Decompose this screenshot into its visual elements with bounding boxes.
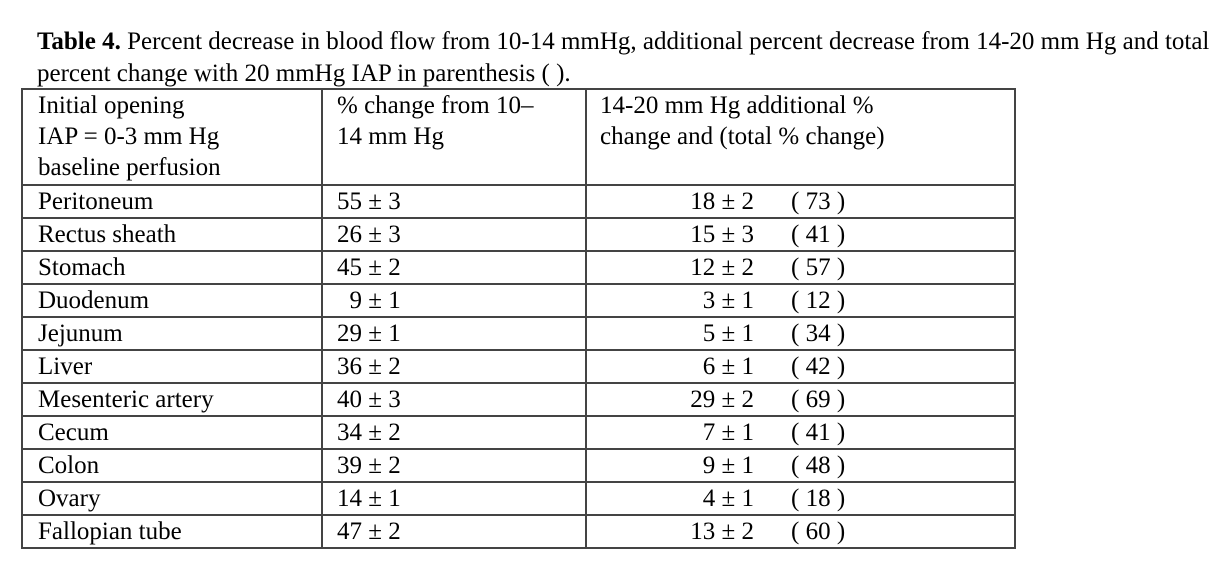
header-change-14-20 bbox=[586, 89, 1015, 185]
header-line: Initial opening bbox=[38, 92, 185, 119]
header-line: change and (total % change) bbox=[600, 123, 885, 150]
cell-change-10-14: 36 ± 2 bbox=[322, 350, 586, 383]
table-caption bbox=[37, 26, 1217, 90]
cell-total-change: ( 57 ) bbox=[791, 254, 846, 281]
cell-change-10-14: 40 ± 3 bbox=[322, 383, 586, 416]
cell-change-14-20 bbox=[586, 317, 1015, 350]
cell-change-10-14: 47 ± 2 bbox=[322, 515, 586, 548]
table-row bbox=[22, 416, 1015, 449]
header-line: % change from 10– bbox=[337, 92, 534, 119]
cell-change-10-14: 29 ± 1 bbox=[322, 317, 586, 350]
cell-additional-change: 18 ± 2 bbox=[690, 188, 754, 215]
cell-change-10-14: 34 ± 2 bbox=[322, 416, 586, 449]
cell-additional-change: 15 ± 3 bbox=[690, 221, 754, 248]
table-header-row bbox=[22, 89, 1015, 185]
cell-change-14-20 bbox=[586, 383, 1015, 416]
table-row bbox=[22, 317, 1015, 350]
cell-total-change: ( 41 ) bbox=[791, 419, 846, 446]
cell-change-10-14: 9 ± 1 bbox=[322, 284, 586, 317]
cell-additional-change: 7 ± 1 bbox=[702, 419, 754, 446]
header-line: baseline perfusion bbox=[38, 154, 221, 181]
cell-site: Fallopian tube bbox=[22, 515, 322, 548]
cell-change-10-14: 45 ± 2 bbox=[322, 251, 586, 284]
cell-additional-change: 12 ± 2 bbox=[690, 254, 754, 281]
cell-site: Jejunum bbox=[22, 317, 322, 350]
table-row bbox=[22, 218, 1015, 251]
cell-change-10-14: 26 ± 3 bbox=[322, 218, 586, 251]
cell-change-14-20 bbox=[586, 449, 1015, 482]
cell-site: Rectus sheath bbox=[22, 218, 322, 251]
cell-additional-change: 13 ± 2 bbox=[690, 518, 754, 545]
table-body bbox=[22, 185, 1015, 548]
cell-total-change: ( 18 ) bbox=[791, 485, 846, 512]
cell-change-14-20 bbox=[586, 185, 1015, 218]
header-initial-opening bbox=[22, 89, 322, 185]
cell-total-change: ( 42 ) bbox=[791, 353, 846, 380]
cell-additional-change: 6 ± 1 bbox=[702, 353, 754, 380]
header-line: IAP = 0-3 mm Hg bbox=[38, 123, 220, 150]
cell-change-14-20 bbox=[586, 416, 1015, 449]
header-line: 14 mm Hg bbox=[337, 123, 444, 150]
cell-change-14-20 bbox=[586, 482, 1015, 515]
header-change-10-14 bbox=[322, 89, 586, 185]
cell-total-change: ( 34 ) bbox=[791, 320, 846, 347]
cell-site: Stomach bbox=[22, 251, 322, 284]
cell-site: Duodenum bbox=[22, 284, 322, 317]
table-row bbox=[22, 350, 1015, 383]
cell-change-14-20 bbox=[586, 350, 1015, 383]
cell-change-14-20 bbox=[586, 218, 1015, 251]
cell-site: Colon bbox=[22, 449, 322, 482]
cell-change-10-14: 55 ± 3 bbox=[322, 185, 586, 218]
cell-total-change: ( 69 ) bbox=[791, 386, 846, 413]
cell-total-change: ( 41 ) bbox=[791, 221, 846, 248]
cell-change-14-20 bbox=[586, 284, 1015, 317]
cell-additional-change: 5 ± 1 bbox=[702, 320, 754, 347]
blood-flow-table bbox=[21, 88, 1016, 549]
cell-site: Peritoneum bbox=[22, 185, 322, 218]
table-row bbox=[22, 383, 1015, 416]
table-row bbox=[22, 449, 1015, 482]
cell-total-change: ( 73 ) bbox=[791, 188, 846, 215]
table-caption-text: Percent decrease in blood flow from 10-14 mmHg, additional percent decrease from 14-20 mm Hg and total percent change with 20 mmHg IAP in parenthesis ( ). bbox=[37, 28, 1210, 87]
cell-total-change: ( 12 ) bbox=[791, 287, 846, 314]
cell-change-14-20 bbox=[586, 251, 1015, 284]
table-row bbox=[22, 185, 1015, 218]
cell-additional-change: 29 ± 2 bbox=[690, 386, 754, 413]
cell-total-change: ( 48 ) bbox=[791, 452, 846, 479]
cell-site: Ovary bbox=[22, 482, 322, 515]
cell-change-10-14: 14 ± 1 bbox=[322, 482, 586, 515]
table-row bbox=[22, 515, 1015, 548]
cell-additional-change: 9 ± 1 bbox=[702, 452, 754, 479]
table-row bbox=[22, 482, 1015, 515]
cell-site: Cecum bbox=[22, 416, 322, 449]
cell-total-change: ( 60 ) bbox=[791, 518, 846, 545]
table-row bbox=[22, 251, 1015, 284]
header-line: 14-20 mm Hg additional % bbox=[600, 92, 874, 119]
cell-change-14-20 bbox=[586, 515, 1015, 548]
cell-additional-change: 3 ± 1 bbox=[702, 287, 754, 314]
cell-site: Liver bbox=[22, 350, 322, 383]
table-caption-label: Table 4. bbox=[37, 28, 121, 55]
cell-additional-change: 4 ± 1 bbox=[702, 485, 754, 512]
table-row bbox=[22, 284, 1015, 317]
cell-change-10-14: 39 ± 2 bbox=[322, 449, 586, 482]
cell-site: Mesenteric artery bbox=[22, 383, 322, 416]
